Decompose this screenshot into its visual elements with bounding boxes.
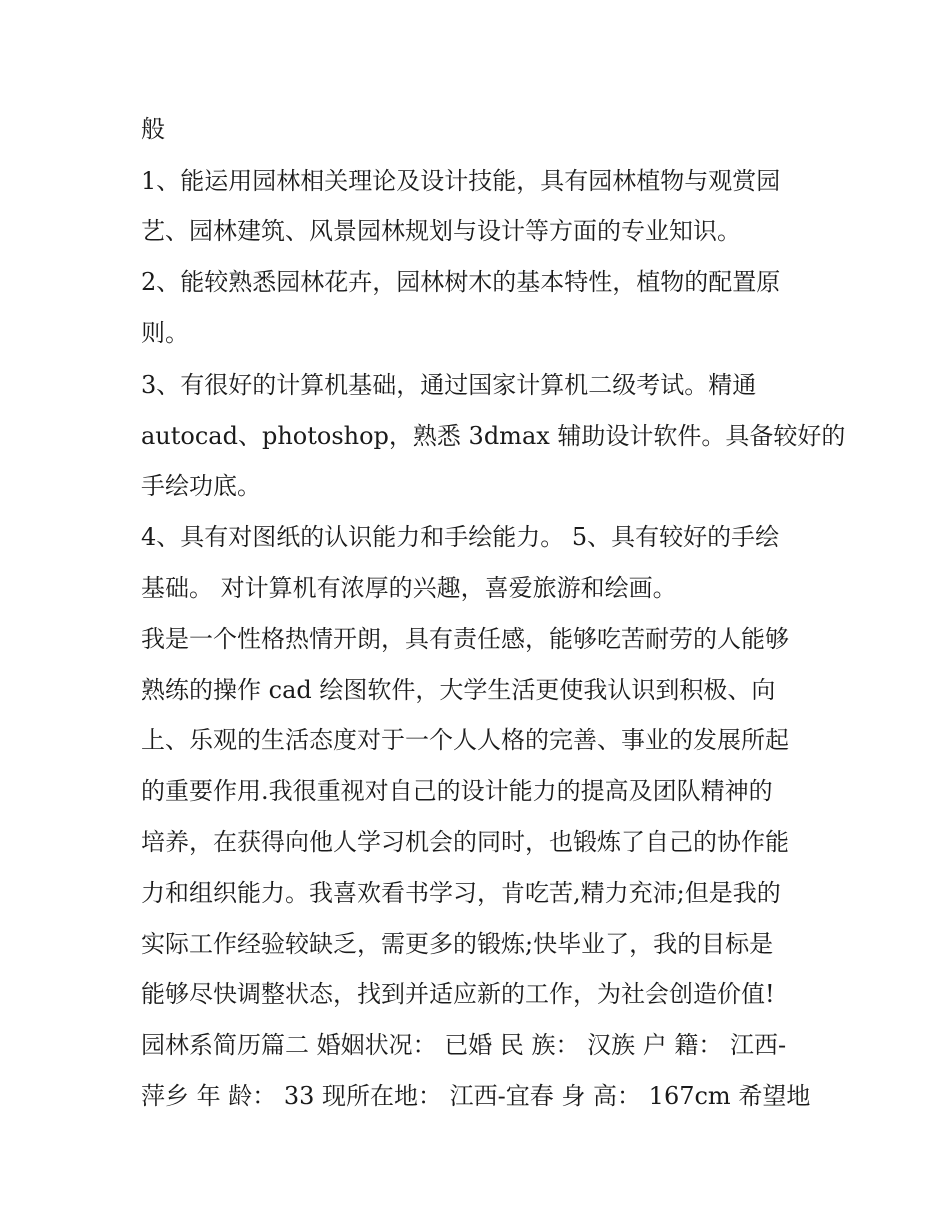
- text-line: 则。: [141, 319, 189, 347]
- text-line: 手绘功底。: [141, 472, 261, 500]
- text-line: autocad、photoshop，熟悉 3dmax 辅助设计软件。具备较好的: [141, 422, 846, 450]
- text-line: 4、具有对图纸的认识能力和手绘能力。 5、具有较好的手绘: [141, 523, 780, 551]
- text-line: 实际工作经验较缺乏，需更多的锻炼;快毕业了，我的目标是: [141, 930, 774, 958]
- text-line: 基础。 对计算机有浓厚的兴趣，喜爱旅游和绘画。: [141, 574, 677, 602]
- text-line: 园林系简历篇二 婚姻状况： 已婚 民 族： 汉族 户 籍： 江西-: [141, 1031, 787, 1059]
- text-line: 1、能运用园林相关理论及设计技能，具有园林植物与观赏园: [141, 167, 781, 195]
- text-line: 2、能较熟悉园林花卉，园林树木的基本特性，植物的配置原: [141, 268, 781, 296]
- text-line: 力和组织能力。我喜欢看书学习，肯吃苦,精力充沛;但是我的: [141, 879, 781, 907]
- text-line: 熟练的操作 cad 绘图软件，大学生活更使我认识到积极、向: [141, 676, 776, 704]
- text-line: 萍乡 年 龄： 33 现所在地： 江西-宜春 身 高： 167cm 希望地: [141, 1082, 811, 1110]
- text-line: 能够尽快调整状态，找到并适应新的工作，为社会创造价值!: [141, 980, 775, 1008]
- text-line: 上、乐观的生活态度对于一个人人格的完善、事业的发展所起: [141, 726, 789, 754]
- text-line: 的重要作用.我很重视对自己的设计能力的提高及团队精神的: [141, 777, 773, 805]
- text-line: 3、有很好的计算机基础，通过国家计算机二级考试。精通: [141, 371, 757, 399]
- text-line: 培养，在获得向他人学习机会的同时，也锻炼了自己的协作能: [141, 828, 789, 856]
- text-line: 般: [141, 115, 165, 143]
- text-line: 我是一个性格热情开朗，具有责任感，能够吃苦耐劳的人能够: [141, 625, 789, 653]
- text-line: 艺、园林建筑、风景园林规划与设计等方面的专业知识。: [141, 217, 741, 245]
